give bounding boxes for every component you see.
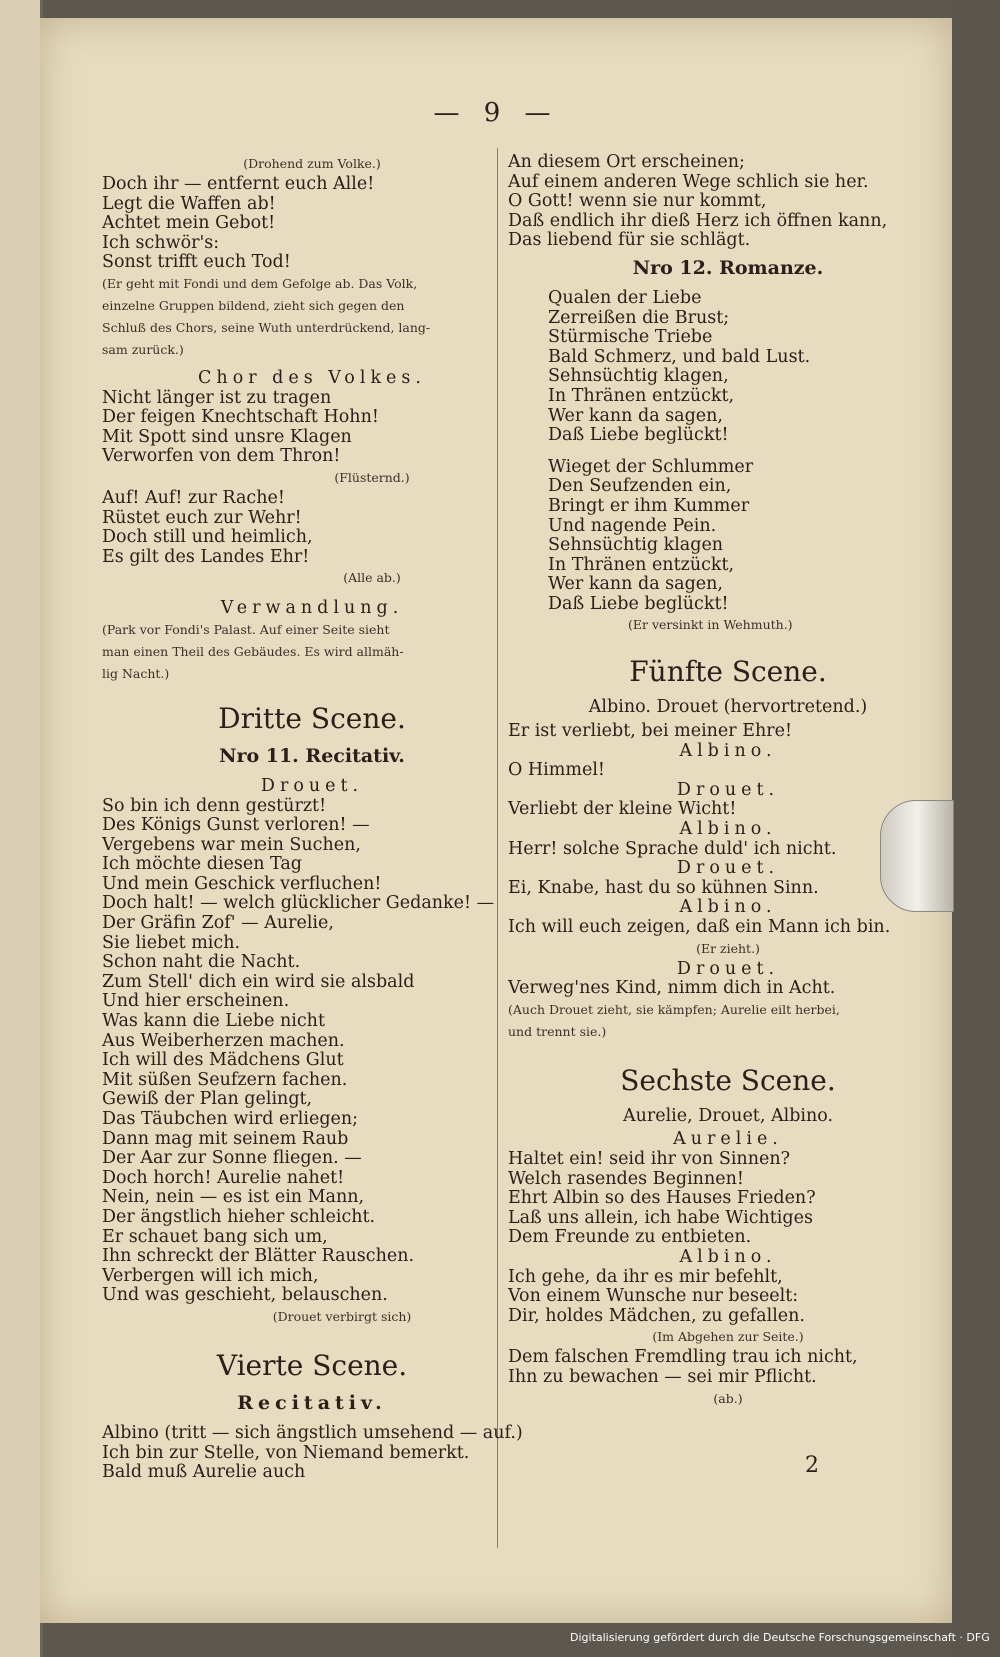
recitative-line-16: Das Täubchen wird erliegen;: [102, 1109, 359, 1129]
recitative-line-4: Und mein Geschick verfluchen!: [102, 873, 382, 894]
albino-line-1: Ich bin zur Stelle, von Niemand bemerkt.: [102, 1442, 470, 1463]
recitative-line-3: Ich möchte diesen Tag: [102, 854, 302, 875]
dialogue6-line-9: Dir, holdes Mädchen, zu gefallen.: [508, 1305, 805, 1326]
chorus-line-1: Der feigen Knechtschaft Hohn!: [102, 407, 379, 428]
recitative-line-23: Ihn schreckt der Blätter Rauschen.: [102, 1246, 415, 1267]
page-number: — 9 —: [433, 98, 559, 128]
scan-background: [952, 0, 1000, 1657]
scene-3-title: Dritte Scene.: [218, 701, 406, 735]
stanza2-line-4: Sehnsüchtig klagen: [548, 535, 724, 556]
dialogue6-line-7: Ich gehe, da ihr es mir befehlt,: [508, 1266, 783, 1287]
scene-5-title: Fünfte Scene.: [629, 655, 827, 689]
dialogue6-line-12: Ihn zu bewachen — sei mir Pflicht.: [508, 1366, 817, 1387]
recitative-line-20: Nein, nein — es ist ein Mann,: [102, 1187, 365, 1208]
recitative-line-11: Was kann die Liebe nicht: [102, 1011, 325, 1032]
chorus-lines: [102, 389, 522, 467]
dialogue6-line-10: (Im Abgehen zur Seite.): [652, 1329, 804, 1345]
stanza2-line-3: Und nagende Pein.: [548, 515, 717, 536]
stage-direction-fluesternd: (Flüsternd.): [334, 469, 410, 485]
stanza2-line-1: Den Seufzenden ein,: [548, 476, 732, 497]
dialogue5-line-10: Ich will euch zeigen, daß ein Mann ich bin.: [508, 917, 891, 937]
recitative-line-1: Des Königs Gunst verloren! —: [102, 815, 370, 836]
recitative-line-17: Dann mag mit seinem Raub: [102, 1128, 349, 1149]
dialogue5-line-7: Drouet.: [676, 858, 780, 879]
albino-line-cont-4: Das liebend für sie schlägt.: [508, 230, 751, 251]
left-column: [102, 153, 522, 1483]
dialogue5-line-12: Drouet.: [676, 958, 780, 979]
chorus-line-2-3: Es gilt des Landes Ehr!: [102, 546, 310, 567]
recitative-line-24: Verbergen will ich mich,: [102, 1265, 319, 1286]
speaker-drouet: Drouet.: [260, 775, 364, 796]
albino-line-cont-3: Daß endlich ihr dieß Herz ich öffnen kann,: [508, 210, 888, 231]
recitativ-heading: Recitativ.: [237, 1391, 387, 1414]
text-line-7: einzelne Gruppen bildend, zieht sich gegen den: [102, 297, 405, 313]
dialogue6-line-8: Von einem Wunsche nur beseelt:: [508, 1286, 799, 1307]
text-line-4: Ich schwör's:: [102, 232, 220, 253]
chorus-line-2-2: Doch still und heimlich,: [102, 527, 313, 548]
text-line-1: Doch ihr — entfernt euch Alle!: [102, 174, 375, 194]
albino-line-cont-1: Auf einem anderen Wege schlich sie her.: [508, 171, 869, 192]
nro-12-heading: Nro 12. Romanze.: [632, 256, 824, 279]
dialogue5-line-15: und trennt sie.): [508, 1023, 607, 1039]
scene-4-title: Vierte Scene.: [216, 1348, 408, 1382]
text-line-0: (Drohend zum Volke.): [243, 156, 381, 171]
scene-6-dialogue: [508, 1130, 948, 1409]
stanza1-line-2: Stürmische Triebe: [548, 327, 713, 348]
dialogue6-line-6: Albino.: [679, 1246, 777, 1267]
romanze-stanza-1: [508, 289, 948, 446]
albino-line-0: Albino (tritt — sich ängstlich umsehend — auf.): [102, 1422, 523, 1443]
chorus-line-2-1: Rüstet euch zur Wehr!: [102, 507, 302, 528]
dialogue6-line-13: (ab.): [713, 1390, 743, 1406]
recitative-line-9: Zum Stell' dich ein wird sie alsbald: [102, 971, 415, 992]
signature-mark: 2: [805, 1453, 819, 1478]
page-clip: [880, 800, 954, 912]
stanza2-line-7: Daß Liebe beglückt!: [548, 593, 729, 614]
dialogue5-line-2: O Himmel!: [508, 760, 605, 781]
recitative-line-22: Er schauet bang sich um,: [102, 1226, 328, 1247]
stanza2-line-6: Wer kann da sagen,: [548, 574, 723, 595]
direction-line-2: lig Nacht.): [102, 665, 170, 681]
stage-direction-verbirgt: (Drouet verbirgt sich): [272, 1308, 412, 1324]
chorus-lines-2: [102, 489, 522, 567]
text-line-3: Achtet mein Gebot!: [102, 213, 276, 234]
stanza2-line-2: Bringt er ihm Kummer: [548, 495, 750, 516]
scene-6-title: Sechste Scene.: [620, 1063, 836, 1097]
dialogue5-line-9: Albino.: [679, 897, 777, 918]
stanza1-line-5: In Thränen entzückt,: [548, 385, 735, 406]
chorus-heading: Chor des Volkes.: [198, 367, 426, 388]
verwandlung-direction: [102, 619, 522, 685]
dialogue5-line-4: Verliebt der kleine Wicht!: [508, 799, 737, 820]
verwandlung-heading: Verwandlung.: [220, 598, 404, 619]
recitative-line-8: Schon naht die Nacht.: [102, 952, 301, 973]
direction-line-1: man einen Theil des Gebäudes. Es wird allmäh-: [102, 643, 404, 659]
recitative-line-14: Mit süßen Seufzern fachen.: [102, 1069, 348, 1090]
stanza2-line-0: Wieget der Schlummer: [548, 456, 754, 477]
stanza1-line-6: Wer kann da sagen,: [548, 405, 723, 426]
text-line-9: sam zurück.): [102, 341, 184, 357]
recitative-line-5: Doch halt! — welch glücklicher Gedanke! —: [102, 893, 495, 914]
dialogue6-line-11: Dem falschen Fremdling trau ich nicht,: [508, 1347, 858, 1368]
recitative-line-15: Gewiß der Plan gelingt,: [102, 1089, 313, 1110]
recitative-line-18: Der Aar zur Sonne fliegen. —: [102, 1148, 362, 1169]
stage-direction-alle-ab: (Alle ab.): [343, 570, 401, 586]
recitative-line-19: Doch horch! Aurelie nahet!: [102, 1167, 345, 1188]
stanza1-line-3: Bald Schmerz, und bald Lust.: [548, 346, 811, 367]
scene-6-cast: Aurelie, Drouet, Albino.: [622, 1105, 834, 1126]
albino-line-cont-0: An diesem Ort erscheinen;: [508, 152, 745, 172]
dialogue6-line-1: Haltet ein! seid ihr von Sinnen?: [508, 1148, 790, 1169]
direction-line-0: (Park vor Fondi's Palast. Auf einer Seite sieht: [102, 621, 390, 637]
book-page: [40, 18, 952, 1623]
dialogue5-line-1: Albino.: [679, 740, 777, 761]
albino-line-2: Bald muß Aurelie auch: [102, 1462, 306, 1483]
dialogue6-line-0: Aurelie.: [673, 1129, 783, 1150]
scene-end-block: [102, 153, 522, 361]
dialogue6-line-5: Dem Freunde zu entbieten.: [508, 1227, 752, 1248]
stanza1-line-7: Daß Liebe beglückt!: [548, 425, 729, 446]
stanza1-line-1: Zerreißen die Brust;: [548, 307, 730, 328]
dialogue5-line-5: Albino.: [679, 819, 777, 840]
dfg-footer: Digitalisierung gefördert durch die Deutsche Forschungsgemeinschaft · DFG: [570, 1631, 990, 1644]
recitative-line-2: Vergebens war mein Suchen,: [102, 834, 361, 855]
recitative-line-21: Der ängstlich hieher schleicht.: [102, 1206, 376, 1227]
chorus-line-0: Nicht länger ist zu tragen: [102, 387, 332, 408]
dialogue6-line-4: Laß uns allein, ich habe Wichtiges: [508, 1207, 813, 1228]
recitative-line-13: Ich will des Mädchens Glut: [102, 1050, 344, 1071]
text-line-6: (Er geht mit Fondi und dem Gefolge ab. Das Volk,: [102, 275, 418, 291]
stage-direction-versinkt: (Er versinkt in Wehmuth.): [628, 617, 793, 633]
dialogue5-line-0: Er ist verliebt, bei meiner Ehre!: [508, 721, 793, 742]
right-column: [508, 153, 948, 1410]
chorus-line-2: Mit Spott sind unsre Klagen: [102, 426, 352, 447]
dialogue5-line-14: (Auch Drouet zieht, sie kämpfen; Aurelie eilt herbei,: [508, 1001, 840, 1017]
romanze-stanza-2: [508, 458, 948, 615]
albino-continued: [508, 153, 948, 251]
text-line-2: Legt die Waffen ab!: [102, 193, 276, 214]
text-line-5: Sonst trifft euch Tod!: [102, 252, 291, 273]
text-line-8: Schluß des Chors, seine Wuth unterdrückend, lang-: [102, 319, 431, 335]
recitative-line-10: Und hier erscheinen.: [102, 991, 290, 1012]
dialogue6-line-3: Ehrt Albin so des Hauses Frieden?: [508, 1188, 816, 1209]
chorus-line-3: Verworfen von dem Thron!: [102, 446, 341, 467]
dialogue6-line-2: Welch rasendes Beginnen!: [508, 1168, 744, 1189]
page-binding-edge: [0, 0, 43, 1657]
dialogue5-line-8: Ei, Knabe, hast du so kühnen Sinn.: [508, 877, 819, 898]
dialogue5-line-11: (Er zieht.): [696, 940, 760, 956]
recitative-line-0: So bin ich denn gestürzt!: [102, 795, 327, 816]
stanza1-line-4: Sehnsüchtig klagen,: [548, 366, 729, 387]
albino-lines: [102, 1424, 522, 1483]
dialogue5-line-6: Herr! solche Sprache duld' ich nicht.: [508, 838, 837, 859]
recitative-line-6: Der Gräfin Zof' — Aurelie,: [102, 913, 334, 934]
albino-line-cont-2: O Gott! wenn sie nur kommt,: [508, 191, 767, 212]
stanza2-line-5: In Thränen entzückt,: [548, 554, 735, 575]
recitative-line-12: Aus Weiberherzen machen.: [102, 1030, 345, 1051]
recitative-lines: [102, 797, 522, 1306]
chorus-line-2-0: Auf! Auf! zur Rache!: [102, 487, 285, 508]
recitative-line-25: Und was geschieht, belauschen.: [102, 1285, 388, 1306]
scene-5-cast: Albino. Drouet (hervortretend.): [588, 697, 868, 718]
nro-11-heading: Nro 11. Recitativ.: [219, 744, 405, 767]
recitative-line-7: Sie liebet mich.: [102, 932, 241, 953]
stanza1-line-0: Qualen der Liebe: [548, 287, 702, 308]
dialogue5-line-13: Verweg'nes Kind, nimm dich in Acht.: [508, 978, 836, 999]
dialogue5-line-3: Drouet.: [676, 779, 780, 800]
